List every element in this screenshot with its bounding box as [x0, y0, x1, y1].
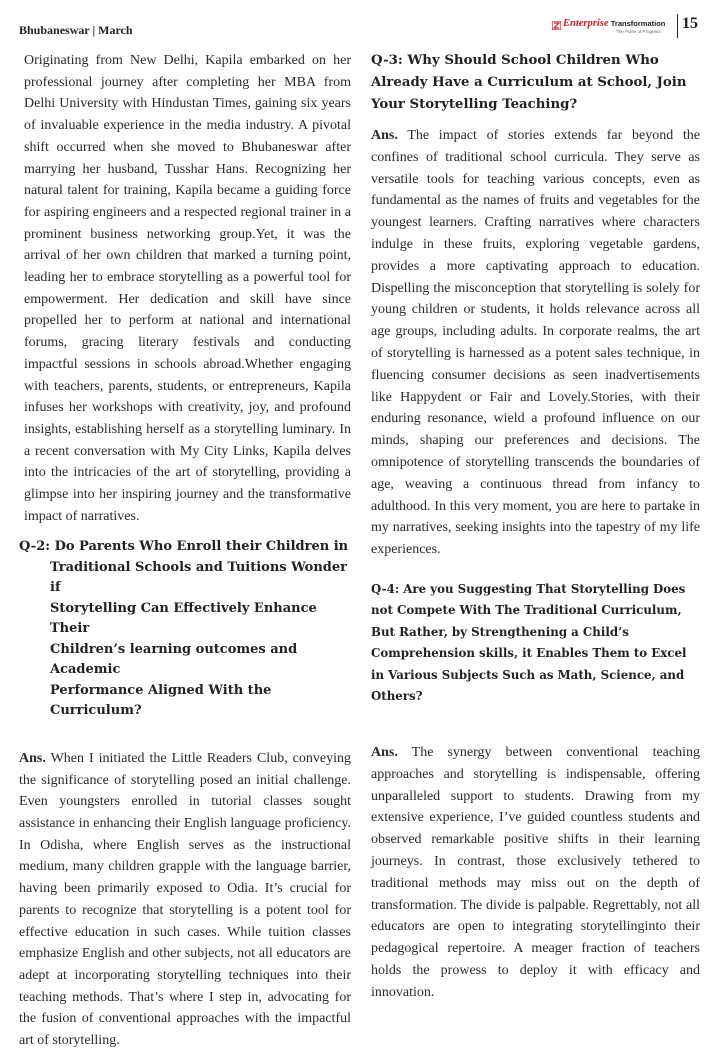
answer-3	[371, 125, 700, 561]
question-2-line: Children’s learning outcomes and Academic	[50, 641, 298, 678]
left-column	[19, 50, 351, 1052]
brand-logo	[552, 15, 676, 39]
question-2	[19, 537, 351, 722]
answer-4-text: The synergy between conventional teaching approaches and storytelling is indispensable, offering unparalleled support to students. Drawing from my extensive experience, I’ve guided countless students and observed remarkable positive shifts in their learning journeys. In contrast, those exclusively tethered to traditional methods may miss out on the depth of transformation. The divide is palpable. Regrettably, not all educators are open to integrating storytellinginto their pedagogical repertoire. A meager fraction of teachers holds the prowess to deploy it with efficacy and innovation.	[371, 744, 701, 1000]
answer-4	[371, 742, 700, 1004]
question-2-line: Performance Aligned With the Curriculum?	[50, 682, 272, 719]
brand-name-part2: Transformation	[610, 19, 666, 28]
question-4: Q-4: Are you Suggesting That Storytelling Does not Compete With The Traditional Curriculum, But Rather, by Strengthening a Child’s Comprehension skills, it Enables Them to Excel in Various Subjects Such as Math, Science, and Others?	[371, 581, 687, 704]
question-3: Q-3: Why Should School Children Who Already Have a Curriculum at School, Join Your Storytelling Teaching?	[371, 53, 687, 112]
brand-tagline: The Pulse of Progress	[616, 29, 661, 34]
question-2-line: Q-2: Do Parents Who Enroll their Children in	[19, 539, 349, 555]
header-divider	[677, 14, 678, 38]
brand-mark-icon	[552, 21, 561, 30]
answer-2-text: When I initiated the Little Readers Club, conveying the significance of storytelling posed an initial challenge. Even youngsters enrolled in tutorial classes sought assistance in enhancing their English language proficiency. In Odisha, where English serves as the instructional medium, many children grapple with the language barrier, having been primarily exposed to Odia. It’s crucial for parents to recognize that storytelling is a potent tool for effective education in such cases. While tuition classes emphasize English and other subjects, not all educators are adept at incorporating storytelling techniques into their teaching methods. That’s where I step in, advocating for the fusion of conventional approaches with the impactful art of storytelling.	[19, 750, 351, 1049]
answer-3-label: Ans.	[371, 128, 398, 143]
intro-paragraph: Originating from New Delhi, Kapila embarked on her professional journey after completing her MBA from Delhi University with Hindustan Times, gaining six years of invaluable experience in the media industry. A pivotal shift occurred when she moved to Bhubaneswar after marrying her husband, Tusshar Hans. Recognizing her natural talent for training, Kapila became a guiding force for aspiring engineers and a respected regional trainer in a prominent business networking group.Yet, it was the arrival of her own children that marked a turning point, leading her to embrace storytelling as a powerful tool for empowerment. Her dedication and skill have since propelled her to perform at national and international forums, gracing literary festivals and conducting impactful sessions in schools abroad.Whether engaging with teachers, parents, students, or entrepreneurs, Kapila infuses her workshops with creativity, joy, and profound insights, establishing herself as a storytelling luminary. In a recent conversation with My City Links, Kapila delves into the intricacies of the art of storytelling, providing a glimpse into her inspiring journey and the transformative impact of narratives.	[24, 53, 351, 524]
page-header	[0, 0, 723, 44]
answer-4-label: Ans.	[371, 744, 398, 760]
question-2-line: Storytelling Can Effectively Enhance Their	[50, 600, 317, 637]
question-2-line: Traditional Schools and Tuitions Wonder if	[50, 559, 348, 596]
answer-2	[19, 748, 351, 1052]
right-column	[371, 50, 700, 1004]
dateline: Bhubaneswar | March	[19, 23, 133, 37]
answer-3-text: The impact of stories extends far beyond the confines of traditional school curricula. They serve as versatile tools for teaching various concepts, even as fundamental as the names of fruits and vegetables for the youngest learners. Crafting narratives where characters indulge in these fruits, exploring vegetable gardens, provides a more captivating approach to education. Dispelling the misconception that storytelling is solely for young children or students, it holds relevance across all age groups, including adults. In corporate realms, the art of storytelling is harnessed as a potent sales technique, in fluencing consumer decisions as seen inadvertisements like Happydent or Fair and Lovely.Stories, with their enduring resonance, wield a profound influence on our minds, shaping our preferences and decisions. The omnipotence of storytelling transcends the boundaries of age, weaving a continuous thread from infancy to adulthood. In this very moment, you are here to partake in my narratives, seeking insights into the tapestry of my life experiences.	[371, 128, 701, 558]
brand-name-part1: Enterprise	[563, 18, 609, 29]
answer-2-label: Ans.	[19, 750, 46, 766]
brand-name	[563, 18, 665, 29]
page-number: 15	[682, 15, 698, 32]
